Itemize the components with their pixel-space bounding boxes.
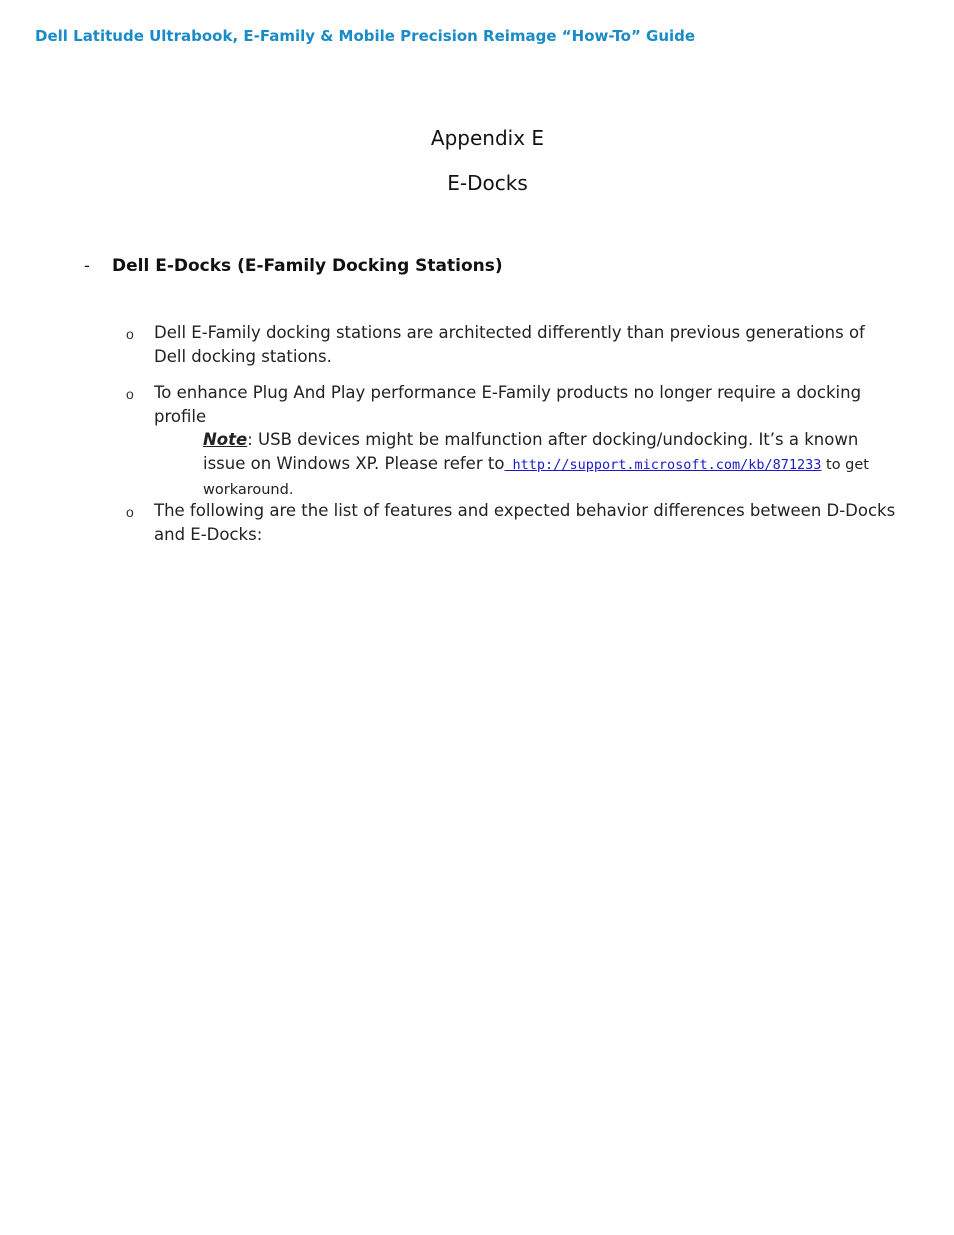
appendix-title: Appendix E (430, 126, 545, 150)
list-item-text: Dell E-Family docking stations are architected differently than previous generations of Dell docking stations. (154, 323, 865, 366)
note-block (203, 428, 903, 502)
note-label: Note (203, 430, 248, 449)
section-heading: Dell E-Docks (E-Family Docking Stations) (112, 256, 503, 276)
appendix-subtitle: E-Docks (447, 171, 528, 195)
note-tail: to get workaround. (203, 457, 869, 498)
list-item-text: The following are the list of features and expected behavior differences between D-Docks and E-Docks: (154, 501, 896, 544)
list-item-marker: o (126, 504, 134, 520)
list-item-marker: o (126, 386, 134, 402)
note-body: : USB devices might be malfunction after docking/undocking. It’s a known issue on Windows XP. Please refer to (203, 430, 859, 473)
list-item-marker: o (126, 326, 134, 342)
running-header-title: Dell Latitude Ultrabook, E-Family & Mobile Precision Reimage “How-To” Guide (35, 27, 696, 45)
dash-bullet-marker: - (84, 256, 90, 275)
kb-article-link[interactable]: http://support.microsoft.com/kb/871233 (504, 457, 822, 473)
list-item-text: To enhance Plug And Play performance E-Family products no longer require a docking profile (154, 383, 862, 426)
